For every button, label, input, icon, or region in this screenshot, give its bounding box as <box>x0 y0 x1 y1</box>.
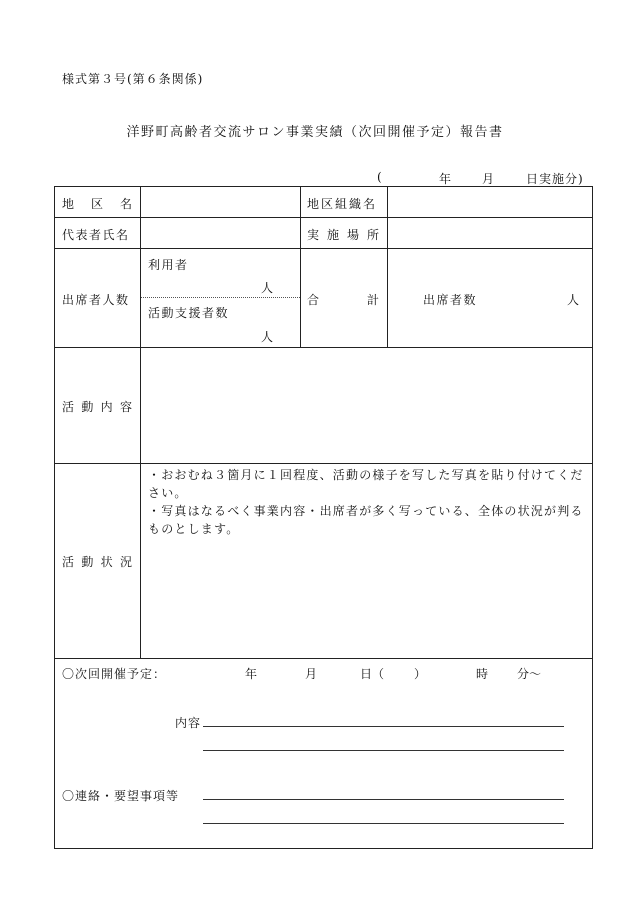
col-divider-1 <box>140 186 141 658</box>
row-divider-1 <box>54 217 593 218</box>
next-meeting-close-paren: ） <box>414 667 427 681</box>
users-unit: 人 <box>261 281 274 295</box>
next-meeting-day: 日（ <box>360 667 385 681</box>
content-line-2[interactable] <box>203 750 564 751</box>
contact-line-2[interactable] <box>203 823 564 824</box>
next-meeting-hour: 時 <box>476 667 489 681</box>
users-label: 利用者 <box>148 258 189 272</box>
representative-name-field[interactable] <box>142 219 298 247</box>
users-count-field[interactable] <box>160 270 255 294</box>
next-meeting-month: 月 <box>305 667 318 681</box>
support-staff-label: 活動支援者数 <box>148 306 230 320</box>
photo-note-1: ・おおむね３箇月に１回程度、活動の様子を写した写真を貼り付けてください。 <box>148 468 584 500</box>
col-divider-3 <box>387 186 388 347</box>
attendance-label: 出席者人数 <box>62 293 130 307</box>
representative-name-label: 代表者氏名 <box>62 228 130 242</box>
activity-content-field[interactable] <box>142 349 591 461</box>
district-name-field[interactable] <box>142 188 298 216</box>
document-title: 洋野町高齢者交流サロン事業実績（次回開催予定）報告書 <box>126 125 504 140</box>
venue-label: 実 施 場 所 <box>307 228 379 242</box>
support-staff-unit: 人 <box>261 330 274 344</box>
total-label: 合 計 <box>307 293 379 307</box>
period-month: 月 <box>482 172 496 186</box>
col-divider-2 <box>300 186 301 347</box>
district-org-name-label: 地区組織名 <box>307 197 378 211</box>
row-divider-3 <box>54 347 593 348</box>
activity-status-label: 活 動 状 況 <box>62 555 132 569</box>
row-divider-2 <box>54 248 593 249</box>
attendee-count-field[interactable] <box>490 284 560 308</box>
photo-area[interactable] <box>142 540 591 656</box>
venue-field[interactable] <box>389 219 591 247</box>
activity-content-label: 活 動 内 容 <box>62 400 132 414</box>
attendance-dotted-divider <box>141 297 300 298</box>
period-open-paren: ( <box>377 170 383 184</box>
period-day-suffix: 日実施分) <box>526 172 584 186</box>
attendee-count-unit: 人 <box>567 293 580 307</box>
photo-note-2: ・写真はなるべく事業内容・出席者が多く写っている、全体の状況が判るものとします。 <box>148 504 584 536</box>
next-meeting-label: 〇次回開催予定： <box>62 667 167 681</box>
period-year: 年 <box>439 172 453 186</box>
district-org-name-field[interactable] <box>389 188 591 216</box>
contact-requests-label: 〇連絡・要望事項等 <box>62 789 180 803</box>
content-line-1[interactable] <box>203 726 564 727</box>
contact-line-1[interactable] <box>203 799 564 800</box>
next-meeting-minute: 分～ <box>517 667 542 681</box>
attendee-count-label: 出席者数 <box>423 293 478 307</box>
next-meeting-content-label: 内容 <box>175 716 202 730</box>
district-name-label: 地 区 名 <box>62 197 132 211</box>
support-staff-count-field[interactable] <box>160 320 255 344</box>
row-divider-4 <box>54 463 593 464</box>
form-number: 様式第３号(第６条関係) <box>62 72 204 86</box>
row-divider-5 <box>54 658 593 659</box>
next-meeting-year: 年 <box>245 667 258 681</box>
